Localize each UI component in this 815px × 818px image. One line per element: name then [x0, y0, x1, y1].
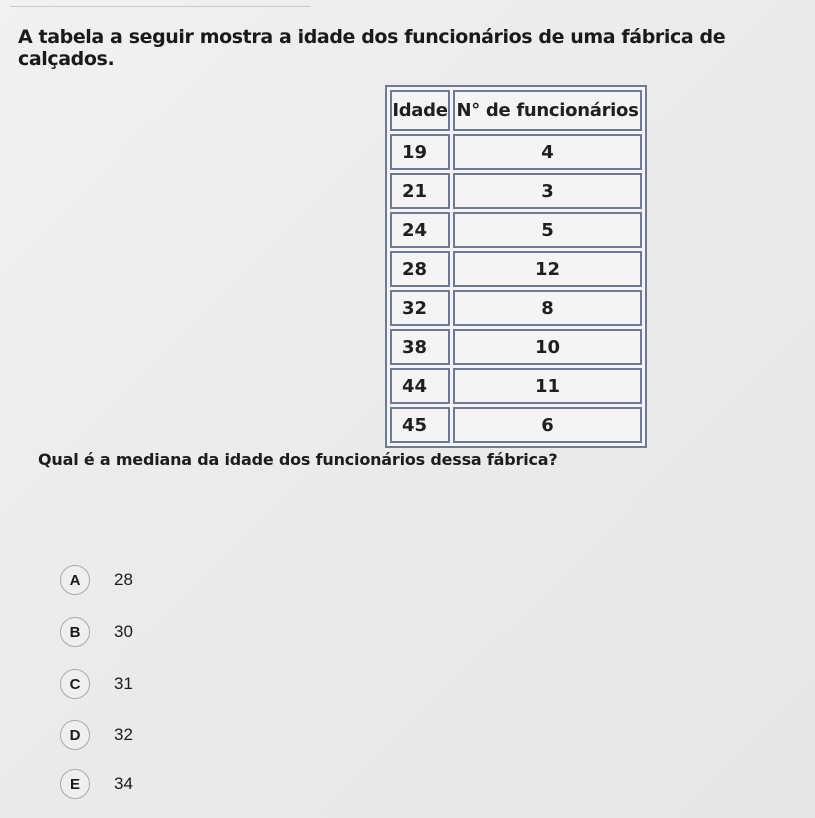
table-row: [390, 173, 642, 209]
age-cell: 28: [390, 251, 450, 287]
header-age: Idade: [390, 90, 450, 131]
header-count: N° de funcionários: [453, 90, 642, 131]
table-row: [390, 329, 642, 365]
count-cell: 12: [453, 251, 642, 287]
age-cell: 24: [390, 212, 450, 248]
option-a[interactable]: [60, 563, 133, 597]
question-text: A tabela a seguir mostra a idade dos funcionários de uma fábrica de calçados.: [18, 26, 726, 70]
count-cell: 6: [453, 407, 642, 443]
option-d-value: 32: [114, 725, 133, 744]
option-b[interactable]: [60, 615, 133, 649]
option-e-value: 34: [114, 774, 133, 793]
option-e[interactable]: [60, 767, 133, 801]
count-cell: 8: [453, 290, 642, 326]
table-row: [390, 212, 642, 248]
count-cell: 10: [453, 329, 642, 365]
option-d[interactable]: [60, 718, 133, 752]
count-cell: 5: [453, 212, 642, 248]
age-cell: 45: [390, 407, 450, 443]
option-c-value: 31: [114, 674, 133, 693]
age-cell: 38: [390, 329, 450, 365]
option-a-value: 28: [114, 570, 133, 589]
count-cell: 3: [453, 173, 642, 209]
option-e-letter[interactable]: E: [60, 769, 90, 799]
age-cell: 21: [390, 173, 450, 209]
count-cell: 4: [453, 134, 642, 170]
count-cell: 11: [453, 368, 642, 404]
table-header-row: [390, 90, 642, 131]
age-cell: 19: [390, 134, 450, 170]
option-c[interactable]: [60, 667, 133, 701]
option-a-letter[interactable]: A: [60, 565, 90, 595]
table-row: [390, 290, 642, 326]
option-b-letter[interactable]: B: [60, 617, 90, 647]
table-row: [390, 251, 642, 287]
top-divider: [10, 6, 310, 7]
option-d-letter[interactable]: D: [60, 720, 90, 750]
table-row: [390, 407, 642, 443]
sub-question: Qual é a mediana da idade dos funcionários dessa fábrica?: [38, 450, 558, 469]
option-b-value: 30: [114, 622, 133, 641]
age-table: [385, 85, 647, 448]
age-cell: 44: [390, 368, 450, 404]
table-row: [390, 134, 642, 170]
age-cell: 32: [390, 290, 450, 326]
option-c-letter[interactable]: C: [60, 669, 90, 699]
table-row: [390, 368, 642, 404]
